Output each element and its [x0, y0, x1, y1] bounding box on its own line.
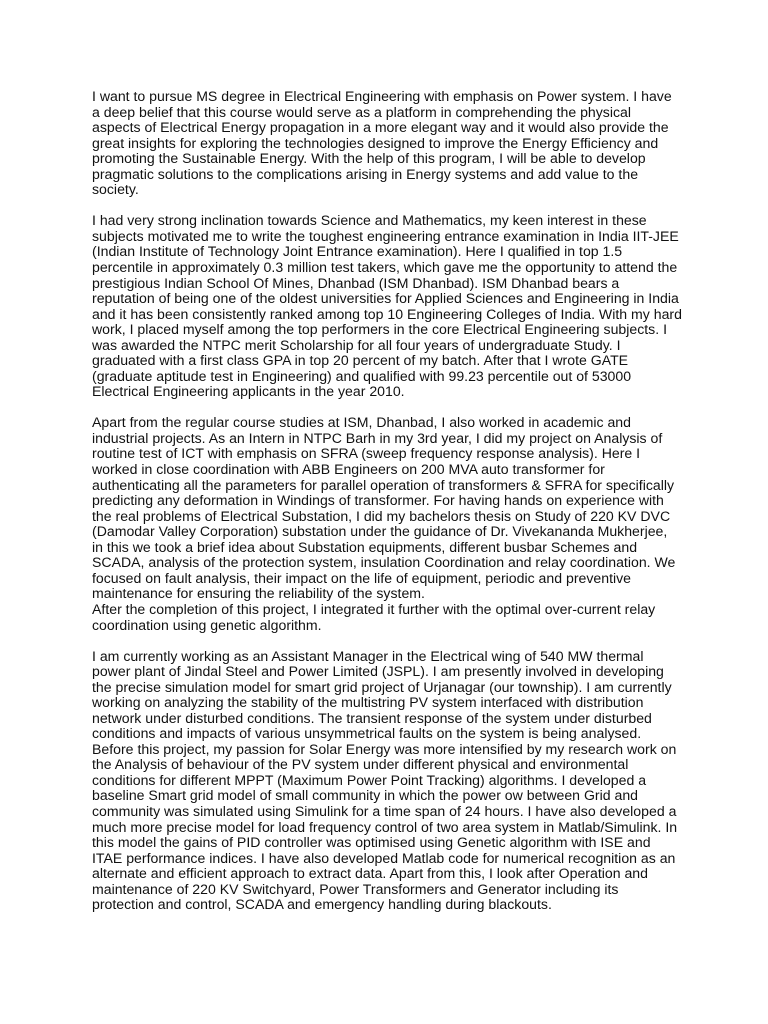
paragraph-goal: I want to pursue MS degree in Electrical Engineering with emphasis on Power system. I have a deep belief that this course would serve as a platform in comprehending the physical aspects of Electrical Energy propagation in a more elegant way and it would also provide the great insights for exploring the technologies designed to improve the Energy Efficiency and promoting the Sustainable Energy. With the help of this program, I will be able to develop pragmatic solutions to the complications arising in Energy systems and add value to the society. [92, 88, 672, 198]
paragraph-projects-continued: After the completion of this project, I integrated it further with the optimal over-current relay coordination using genetic algorithm. [92, 600, 656, 633]
paragraph-current-work: I am currently working as an Assistant Manager in the Electrical wing of 540 MW thermal power plant of Jindal Steel and Power Limited (JSPL). I am presently involved in developing the precise simulation model for smart grid project of Urjanagar (our township). I am currently working on analyzing the stability of the multistring PV system interfaced with distribution network under disturbed conditions. The transient response of the system under disturbed conditions and impacts of various unsymmetrical faults on the system is being analysed. Before this project, my passion for Solar Energy was more intensified by my research work on the Analysis of behaviour of the PV system under different physical and environmental conditions for different MPPT (Maximum Power Point Tracking) algorithms. I developed a baseline Smart grid model of small community in which the power ow between Grid and community was simulated using Simulink for a time span of 24 hours. I have also developed a much more precise model for load frequency control of two area system in Matlab/Simulink. In this model the gains of PID controller was optimised using Genetic algorithm with ISE and ITAE performance indices. I have also developed Matlab code for numerical recognition as an alternate and efficient approach to extract data. Apart from this, I look after Operation and maintenance of 220 KV Switchyard, Power Transformers and Generator including its protection and control, SCADA and emergency handling during blackouts. [92, 647, 678, 913]
document-body [92, 89, 682, 928]
paragraph-education: I had very strong inclination towards Science and Mathematics, my keen interest in these subjects motivated me to write the toughest engineering entrance examination in India IIT-JEE (Indian Institute of Technology Joint Entrance examination). Here I qualified in top 1.5 percentile in approximately 0.3 million test takers, which gave me the opportunity to attend the prestigious Indian School Of Mines, Dhanbad (ISM Dhanbad). ISM Dhanbad bears a reputation of being one of the oldest universities for Applied Sciences and Engineering in India and it has been consistently ranked among top 10 Engineering Colleges of India. With my hard work, I placed myself among the top performers in the core Electrical Engineering subjects. I was awarded the NTPC merit Scholarship for all four years of undergraduate Study. I graduated with a first class GPA in top 20 percent of my batch. After that I wrote GATE (graduate aptitude test in Engineering) and qualified with 99.23 percentile out of 53000 Electrical Engineering applicants in the year 2010. [92, 212, 682, 400]
paragraph-projects: Apart from the regular course studies at ISM, Dhanbad, I also worked in academic and industrial projects. As an Intern in NTPC Barh in my 3rd year, I did my project on Analysis of routine test of ICT with emphasis on SFRA (sweep frequency response analysis). Here I worked in close coordination with ABB Engineers on 200 MVA auto transformer for authenticating all the parameters for parallel operation of transformers & SFRA for specifically predicting any deformation in Windings of transformer. For having hands on experience with the real problems of Electrical Substation, I did my bachelors thesis on Study of 220 KV DVC (Damodar Valley Corporation) substation under the guidance of Dr. Vivekananda Mukherjee, in this we took a brief idea about Substation equipments, different busbar Schemes and SCADA, analysis of the protection system, insulation Coordination and relay coordination. We focused on fault analysis, their impact on the life of equipment, periodic and preventive maintenance for ensuring the reliability of the system. [92, 414, 676, 602]
